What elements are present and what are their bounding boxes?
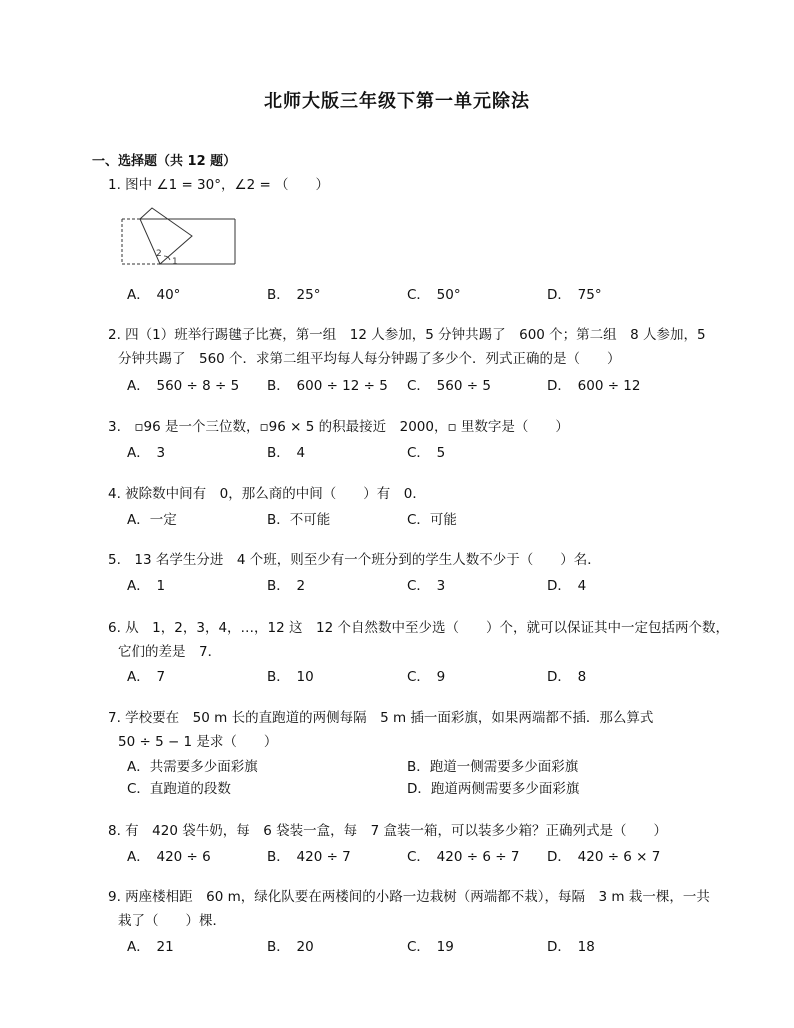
option-d[interactable]: D． 600 ÷ 12 — [547, 378, 641, 394]
question-3-options — [127, 441, 687, 461]
question-7-text-line-2: 50 ÷ 5 − 1 是求（ ） — [118, 734, 278, 750]
question-8-options — [127, 845, 687, 865]
option-d[interactable]: D． 8 — [547, 669, 587, 685]
question-1-options — [127, 283, 687, 303]
question-7-options-row-1 — [127, 755, 687, 775]
option-a[interactable]: A．共需要多少面彩旗 — [127, 759, 258, 775]
question-7-options-row-2 — [127, 777, 687, 797]
option-b[interactable]: B． 4 — [267, 445, 306, 461]
option-c[interactable]: C． 50° — [407, 287, 461, 303]
option-b[interactable]: B． 420 ÷ 7 — [267, 849, 351, 865]
option-a[interactable]: A． 40° — [127, 287, 181, 303]
option-b[interactable]: B． 25° — [267, 287, 321, 303]
option-a[interactable]: A． 3 — [127, 445, 166, 461]
question-2-options — [127, 374, 687, 394]
option-d[interactable]: D． 75° — [547, 287, 602, 303]
option-c[interactable]: C．可能 — [407, 512, 457, 528]
question-1-text: 1. 图中 ∠1 = 30°，∠2 = （ ） — [108, 177, 330, 193]
page-title: 北师大版三年级下第一单元除法 — [264, 91, 530, 112]
section-heading: 一、选择题（共 12 题） — [92, 154, 237, 169]
question-6-options — [127, 665, 687, 685]
option-c[interactable]: C． 5 — [407, 445, 446, 461]
option-b[interactable]: B． 10 — [267, 669, 314, 685]
question-4-options — [127, 508, 687, 528]
question-2-text-line-2: 分钟共踢了 560 个．求第二组平均每人每分钟踢了多少个．列式正确的是（ ） — [118, 351, 621, 367]
option-c[interactable]: C．直跑道的段数 — [127, 781, 231, 797]
angle-1-label: 1 — [172, 257, 178, 267]
option-b[interactable]: B． 2 — [267, 578, 306, 594]
option-d[interactable]: D． 420 ÷ 6 × 7 — [547, 849, 661, 865]
option-a[interactable]: A． 420 ÷ 6 — [127, 849, 211, 865]
question-2-text-line-1: 2. 四（1）班举行踢毽子比赛，第一组 12 人参加，5 分钟共踢了 600 个；第二组 8 人参加，5 — [108, 327, 706, 343]
question-8-text: 8. 有 420 袋牛奶，每 6 袋装一盒，每 7 盒装一箱，可以装多少箱？正确列式是（ ） — [108, 823, 667, 839]
question-5-options — [127, 574, 687, 594]
question-6-text-line-2: 它们的差是 7． — [118, 644, 222, 660]
option-b[interactable]: B．跑道一侧需要多少面彩旗 — [407, 759, 579, 775]
option-a[interactable]: A． 1 — [127, 578, 166, 594]
question-9-options — [127, 935, 687, 955]
option-b[interactable]: B． 600 ÷ 12 ÷ 5 — [267, 378, 388, 394]
question-7-text-line-1: 7. 学校要在 50 m 长的直跑道的两侧每隔 5 m 插一面彩旗，如果两端都不插．那么算式 — [108, 710, 654, 726]
option-c[interactable]: C． 560 ÷ 5 — [407, 378, 491, 394]
option-d[interactable]: D．跑道两侧需要多少面彩旗 — [407, 781, 580, 797]
option-c[interactable]: C． 19 — [407, 939, 454, 955]
option-d[interactable]: D． 4 — [547, 578, 587, 594]
question-9-text-line-1: 9. 两座楼相距 60 m，绿化队要在两楼间的小路一边栽树（两端都不栽），每隔 3 m 栽一棵，一共 — [108, 889, 710, 905]
option-c[interactable]: C． 420 ÷ 6 ÷ 7 — [407, 849, 520, 865]
option-b[interactable]: B． 20 — [267, 939, 314, 955]
question-5-text: 5. 13 名学生分进 4 个班，则至少有一个班分到的学生人数不少于（ ）名． — [108, 552, 601, 568]
angle-figure — [120, 206, 240, 268]
option-a[interactable]: A． 21 — [127, 939, 174, 955]
option-c[interactable]: C． 9 — [407, 669, 446, 685]
question-9-text-line-2: 栽了（ ）棵． — [118, 913, 226, 929]
option-a[interactable]: A． 7 — [127, 669, 166, 685]
option-a[interactable]: A． 560 ÷ 8 ÷ 5 — [127, 378, 240, 394]
question-6-text-line-1: 6. 从 1，2，3，4，…，12 这 12 个自然数中至少选（ ）个，就可以保证其中一定包括两个数， — [108, 620, 729, 636]
option-d[interactable]: D． 18 — [547, 939, 595, 955]
option-a[interactable]: A．一定 — [127, 512, 177, 528]
angle-2-label: 2 — [156, 249, 162, 259]
question-3-text: 3. ▫96 是一个三位数，▫96 × 5 的积最接近 2000，▫ 里数字是（ ） — [108, 419, 569, 435]
option-c[interactable]: C． 3 — [407, 578, 446, 594]
question-4-text: 4. 被除数中间有 0，那么商的中间（ ）有 0． — [108, 486, 426, 502]
option-b[interactable]: B．不可能 — [267, 512, 331, 528]
